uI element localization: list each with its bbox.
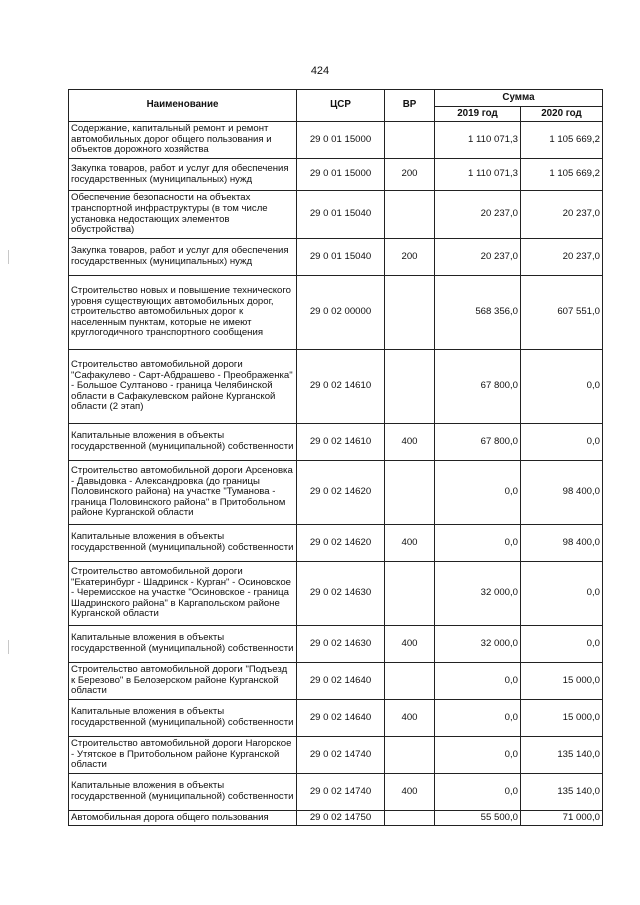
row-amount-2019: 0,0	[435, 461, 521, 525]
header-year-2019: 2019 год	[435, 107, 521, 122]
row-name: Автомобильная дорога общего пользования	[69, 811, 297, 826]
left-margin-mark	[8, 640, 9, 654]
row-vr	[385, 663, 435, 700]
row-amount-2019: 0,0	[435, 737, 521, 774]
row-csr: 29 0 02 00000	[297, 276, 385, 350]
table-row	[69, 191, 603, 239]
row-amount-2019: 55 500,0	[435, 811, 521, 826]
row-amount-2020: 20 237,0	[521, 239, 603, 276]
row-amount-2020: 135 140,0	[521, 774, 603, 811]
row-csr: 29 0 02 14620	[297, 461, 385, 525]
table-row	[69, 562, 603, 626]
table-row	[69, 811, 603, 826]
row-csr: 29 0 01 15000	[297, 159, 385, 191]
row-amount-2019: 20 237,0	[435, 191, 521, 239]
row-vr: 400	[385, 626, 435, 663]
row-csr: 29 0 02 14610	[297, 424, 385, 461]
row-name: Капитальные вложения в объекты государственной (муниципальной) собственности	[69, 424, 297, 461]
row-name: Строительство автомобильной дороги "Сафакулево - Сарт-Абдрашево - Преображенка" - Большое Султаново - граница Челябинской области в Сафакулевском районе Курганской области (2 этап)	[69, 350, 297, 424]
table-header	[69, 90, 603, 122]
table-row	[69, 424, 603, 461]
table-row	[69, 350, 603, 424]
row-vr: 400	[385, 525, 435, 562]
row-vr	[385, 461, 435, 525]
page-number: 424	[310, 65, 330, 77]
row-name: Обеспечение безопасности на объектах транспортной инфраструктуры (в том числе установка недостающих элементов обустройства)	[69, 191, 297, 239]
row-vr	[385, 350, 435, 424]
row-name: Строительство автомобильной дороги "Екатеринбург - Шадринск - Курган" - Осиновское - Черемисское на участке "Осиновское - граница Шадринского района" в Каргапольском районе Курганской области	[69, 562, 297, 626]
row-vr	[385, 737, 435, 774]
row-amount-2020: 0,0	[521, 350, 603, 424]
row-amount-2020: 1 105 669,2	[521, 159, 603, 191]
header-vr: ВР	[385, 90, 435, 122]
row-amount-2019: 0,0	[435, 774, 521, 811]
row-amount-2019: 67 800,0	[435, 350, 521, 424]
row-csr: 29 0 02 14750	[297, 811, 385, 826]
row-name: Капитальные вложения в объекты государственной (муниципальной) собственности	[69, 525, 297, 562]
row-amount-2019: 0,0	[435, 663, 521, 700]
header-sum: Сумма	[435, 90, 603, 107]
row-vr	[385, 122, 435, 159]
row-csr: 29 0 01 15000	[297, 122, 385, 159]
header-name: Наименование	[69, 90, 297, 122]
table-row	[69, 774, 603, 811]
row-csr: 29 0 02 14620	[297, 525, 385, 562]
row-csr: 29 0 02 14740	[297, 774, 385, 811]
row-vr	[385, 562, 435, 626]
row-csr: 29 0 01 15040	[297, 191, 385, 239]
row-csr: 29 0 02 14640	[297, 663, 385, 700]
row-name: Строительство новых и повышение технического уровня существующих автомобильных дорог, строительство автомобильных дорог к населенным пунктам, которые не имеют круглогодичного транспортного сообщения	[69, 276, 297, 350]
table-row	[69, 461, 603, 525]
row-amount-2020: 15 000,0	[521, 663, 603, 700]
row-amount-2019: 20 237,0	[435, 239, 521, 276]
row-amount-2020: 607 551,0	[521, 276, 603, 350]
row-amount-2020: 0,0	[521, 626, 603, 663]
row-amount-2020: 71 000,0	[521, 811, 603, 826]
row-name: Закупка товаров, работ и услуг для обеспечения государственных (муниципальных) нужд	[69, 239, 297, 276]
row-csr: 29 0 01 15040	[297, 239, 385, 276]
row-vr: 200	[385, 239, 435, 276]
table-row	[69, 122, 603, 159]
table-row	[69, 626, 603, 663]
row-amount-2020: 0,0	[521, 424, 603, 461]
table-row	[69, 239, 603, 276]
row-amount-2020: 1 105 669,2	[521, 122, 603, 159]
row-csr: 29 0 02 14630	[297, 626, 385, 663]
row-name: Капитальные вложения в объекты государственной (муниципальной) собственности	[69, 774, 297, 811]
row-vr: 200	[385, 159, 435, 191]
row-csr: 29 0 02 14640	[297, 700, 385, 737]
row-amount-2019: 0,0	[435, 525, 521, 562]
row-csr: 29 0 02 14610	[297, 350, 385, 424]
row-name: Капитальные вложения в объекты государственной (муниципальной) собственности	[69, 700, 297, 737]
row-amount-2019: 1 110 071,3	[435, 122, 521, 159]
table-row	[69, 276, 603, 350]
row-vr: 400	[385, 774, 435, 811]
row-amount-2020: 0,0	[521, 562, 603, 626]
table-row	[69, 663, 603, 700]
row-amount-2019: 67 800,0	[435, 424, 521, 461]
table-row	[69, 159, 603, 191]
left-margin-mark	[8, 250, 9, 264]
row-amount-2020: 135 140,0	[521, 737, 603, 774]
row-csr: 29 0 02 14630	[297, 562, 385, 626]
row-amount-2020: 98 400,0	[521, 525, 603, 562]
row-name: Закупка товаров, работ и услуг для обеспечения государственных (муниципальных) нужд	[69, 159, 297, 191]
budget-table	[68, 89, 603, 826]
row-amount-2020: 15 000,0	[521, 700, 603, 737]
row-vr	[385, 276, 435, 350]
row-name: Строительство автомобильной дороги Арсеновка - Давыдовка - Александровка (до границы Половинского района) на участке "Туманова - граница Половинского района" в Притобольном районе Курганской области	[69, 461, 297, 525]
row-vr	[385, 191, 435, 239]
row-amount-2020: 20 237,0	[521, 191, 603, 239]
table-row	[69, 525, 603, 562]
row-name: Строительство автомобильной дороги "Подъезд к Березово" в Белозерском районе Курганской области	[69, 663, 297, 700]
row-vr: 400	[385, 424, 435, 461]
row-vr: 400	[385, 700, 435, 737]
table-row	[69, 737, 603, 774]
row-name: Строительство автомобильной дороги Нагорское - Утятское в Притобольном районе Курганской области	[69, 737, 297, 774]
row-amount-2019: 32 000,0	[435, 562, 521, 626]
row-amount-2020: 98 400,0	[521, 461, 603, 525]
row-amount-2019: 1 110 071,3	[435, 159, 521, 191]
table-row	[69, 700, 603, 737]
row-amount-2019: 0,0	[435, 700, 521, 737]
row-vr	[385, 811, 435, 826]
row-name: Капитальные вложения в объекты государственной (муниципальной) собственности	[69, 626, 297, 663]
table-body	[69, 122, 603, 826]
row-name: Содержание, капитальный ремонт и ремонт автомобильных дорог общего пользования и объектов дорожного хозяйства	[69, 122, 297, 159]
header-year-2020: 2020 год	[521, 107, 603, 122]
row-amount-2019: 568 356,0	[435, 276, 521, 350]
header-csr: ЦСР	[297, 90, 385, 122]
row-amount-2019: 32 000,0	[435, 626, 521, 663]
row-csr: 29 0 02 14740	[297, 737, 385, 774]
